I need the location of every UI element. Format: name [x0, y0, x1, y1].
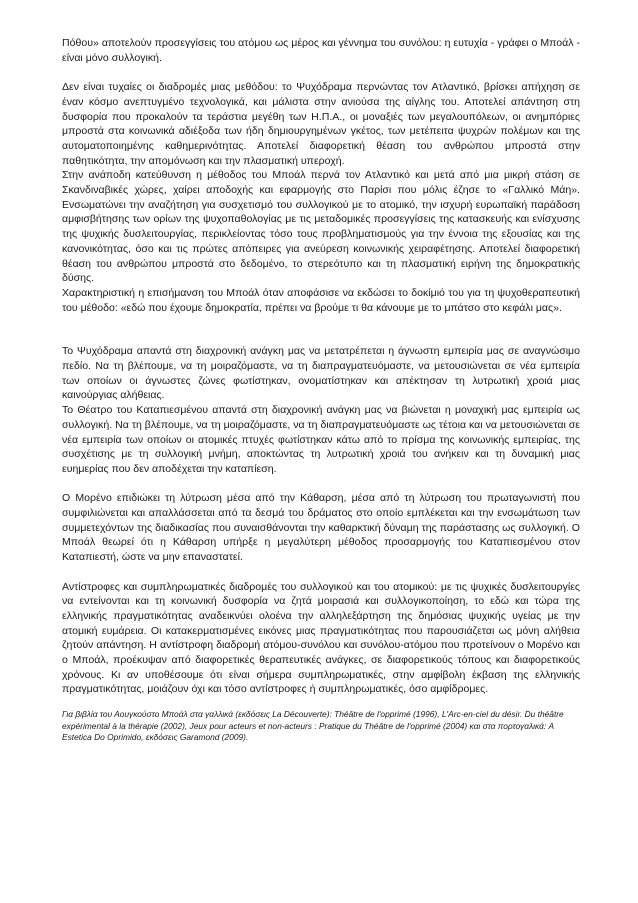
- paragraph-psychodrama-need: Το Ψυχόδραμα απαντά στη διαχρονική ανάγκη μας να μετατρέπεται η άγνωστη εμπειρία μας σε αναγνώσιμο πεδίο. Να τη βλέπουμε, να τη μοιραζόμαστε, να τη διαπραγματευόμαστε, να μετουσιώνεται σε νέα εμπειρία των οποίων οι άγνωστες ζώνες φωτίστηκαν, ονοματίστηκαν και απέκτησαν τη λυτρωτική χροιά μιας καινούργιας αλήθειας.: [62, 345, 580, 402]
- paragraph-boal-quote: Χαρακτηριστική η επισήμανση του Μποάλ όταν αποφάσισε να εκδώσει το δοκίμιό του για τη ψυχοθεραπευτική του μέθοδο: «εδώ που έχουμε δημοκρατία, πρέπει να βρούμε τι θα κάνουμε με το μπάτσο στο κεφάλι μας».: [62, 286, 580, 314]
- document-page: [62, 36, 580, 744]
- paragraph-psychodrama-atlantic: Δεν είναι τυχαίες οι διαδρομές μιας μεθόδου: το Ψυχόδραμα περνώντας τον Ατλαντικό, βρίσκει απήχηση σε έναν κόσμο ανεπτυγμένο τεχνολογικά, και μάλιστα στην ανιούσα της αίγλης του. Αποτελεί απάντηση στη δυσφορία που προκαλούν τα τεράστια μεγέθη των Η.Π.Α., οι μοναξιές των μεγαλουπόλεων, οι ανημπόριες μπροστά στα κοινωνικά αδιέξοδα των ήδη δημιουργημένων γκέτος, των μετέπειτα ψυχρών πολέμων και της αυτοματοποιημένης καθημερινότητας. Αποτελεί διαφορετική θέαση του ανθρώπου μπροστά στην παθητικότητα, την απομόνωση και την πλασματική υπεροχή.: [62, 81, 580, 167]
- paragraph-theatre-need: Το Θέατρο του Καταπιεσμένου απαντά στη διαχρονική ανάγκη μας να βιώνεται η μοναχική μας εμπειρία ως συλλογική. Να τη βλέπουμε, να τη μοιραζόμαστε, να τη διαπραγματευόμαστε ως τέτοια και να μετουσιώνεται σε νέα εμπειρία των οποίων οι ατομικές πτυχές φωτίστηκαν κάτω από το πρίσμα της κοινωνικής εμπειρίας, της συσχέτισης με τη συλλογική μνήμη, αποκτώντας τη λυτρωτική χροιά του ανήκειν και τη δυναμική μιας ευημερίας που δεν αποδέχεται την καταπίεση.: [62, 404, 580, 475]
- paragraph-intro: Πόθου» αποτελούν προσεγγίσεις του ατόμου ως μέρος και γέννημα του συνόλου: η ευτυχία - γράφει ο Μποάλ - είναι μόνο συλλογική.: [62, 37, 580, 64]
- footnote: Για βιβλία του Αουγκούστο Μποάλ στα γαλλικά (εκδόσεις La Découverte): Théâtre de l'opprimé (1996), L'Arc-en-ciel du désir. Du théâtre expérimental à la thérapie (2002), Jeux pour acteurs et non-acteurs : Pratique du Théâtre de l'opprimé (2004) και στα πορτογαλικά: A Estetica Do Oprimido, εκδόσεις Garamond (2009).: [62, 709, 564, 743]
- paragraph-boal-atlantic: Στην ανάποδη κατεύθυνση η μέθοδος του Μποάλ περνά τον Ατλαντικό και μετά από μια μικρή στάση σε Σκανδιναβικές χώρες, χαίρει αποδοχής και εφαρμογής στο Παρίσι που μόλις έζησε το «Γαλλικό Μάη». Ενσωματώνει την αναζήτηση για συσχετισμό του συλλογικού με το ατομικό, την ισχυρή ευρωπαϊκή παράδοση αμφισβήτησης των ορίων της ψυχοπαθολογίας με τις μεταδομικές προσεγγίσεις της κατασκευής και ενίσχυσης της ψυχικής δυσλειτουργίας, περικλείοντας τόσο τους προβληματισμούς για την έννοια της εξουσίας και της κανονικότητας, όσο και τις πρώτες απόπειρες για ανεύρεση κοινωνικής χειραφέτησης. Αποτελεί διαφορετική θέαση του ανθρώπου μπροστά στο δεδομένο, το στερεότυπο και τη πλασματική ειρήνη της δημοκρατικής δύσης.: [62, 169, 580, 285]
- paragraph-reverse-routes: Αντίστροφες και συμπληρωματικές διαδρομές του συλλογικού και του ατομικού: με τις ψυχικές δυσλειτουργίες να εντείνονται και τη κοινωνική δυσφορία να ζητά μοιρασιά και συλλογικοποίηση, το εδώ και τώρα της ελληνικής πραγματικότητας αναδεικνύει ολοένα την αλληλεξάρτηση της δημόσιας ψυχικής υγείας με την ατομική ευμάρεια. Οι κατακερματισμένες εικόνες μιας πραγματικότητας που παρουσιάζεται ως μόνη αλήθεια ζητούν απάντηση. Η αντίστροφη διαδρομή ατόμου-συνόλου και συνόλου-ατόμου που προτείνουν ο Μορένο και ο Μποάλ, προέκυψαν από διαφορετικές θεραπευτικές ανάγκες, σε διαφορετικούς τόπους και διαφορετικούς χρόνους. Κι αν υποθέσουμε ότι είναι σήμερα συμπληρωματικές, στην αμφίβολη έκβαση της ελληνικής πραγματικότητας, μοιάζουν όχι και τόσο αντίστροφες ή συμπληρωματικές, όσο αμφίδρομες.: [62, 580, 580, 696]
- paragraph-catharsis: Ο Μορένο επιδιώκει τη λύτρωση μέσα από την Κάθαρση, μέσα από τη λύτρωση του πρωταγωνιστή που συμφιλιώνεται και απαλλάσσεται από τα δεσμά του δράματος στο οποίο εμπλέκεται και την ενσωμάτωση των συμμετεχόντων της διαδικασίας που συναισθάνονται την καθαρκτική δύναμη της παράστασης ως συλλογική. Ο Μποάλ θεωρεί ότι η Κάθαρση υπήρξε η μεγαλύτερη μέθοδος προσαρμογής του Καταπιεσμένου στον Καταπιεστή, ώστε να μην επαναστατεί.: [62, 492, 580, 564]
